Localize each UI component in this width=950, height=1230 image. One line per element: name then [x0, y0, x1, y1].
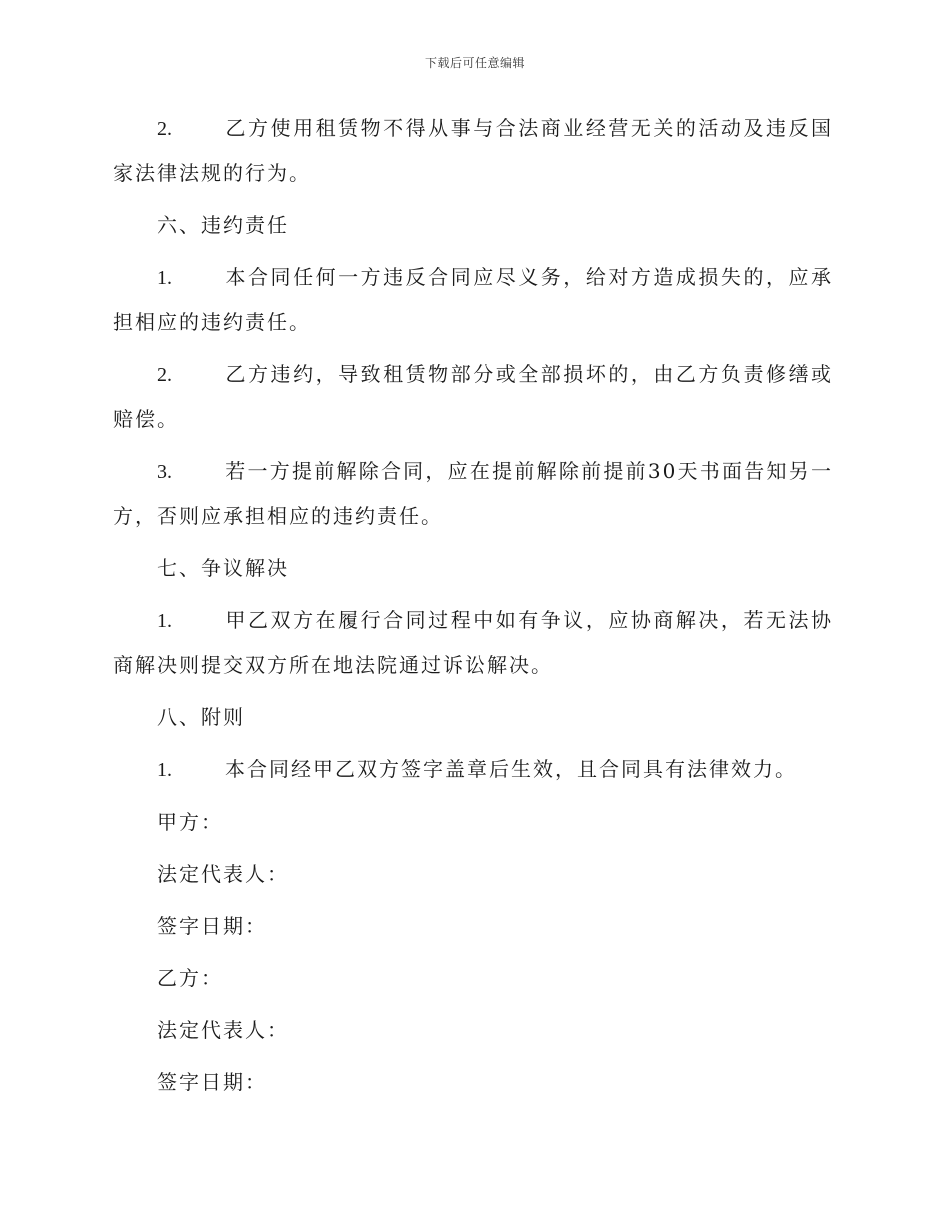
clause-text: 若一方提前解除合同，应在提前解除前提前30天书面告知另一方，否则应承担相应的违约责任。 — [113, 459, 833, 528]
section-heading-8: 八、附则 — [157, 705, 245, 729]
page-header: 下载后可任意编辑 — [424, 56, 525, 70]
clause-text: 本合同任何一方违反合同应尽义务，给对方造成损失的，应承担相应的违约责任。 — [113, 265, 833, 334]
clause-number: 2. — [157, 118, 172, 140]
signature-party-a: 甲方： — [157, 810, 223, 834]
section-heading-6: 六、违约责任 — [157, 213, 289, 237]
clause-text: 乙方使用租赁物不得从事与合法商业经营无关的活动及违反国家法律法规的行为。 — [113, 116, 833, 185]
clause-6-2 — [113, 352, 833, 441]
clause-6-1 — [113, 255, 833, 344]
clause-5-2 — [113, 106, 833, 195]
signature-party-b-date: 签字日期： — [157, 1070, 267, 1094]
clause-number: 1. — [157, 267, 172, 289]
clause-text: 乙方违约，导致租赁物部分或全部损坏的，由乙方负责修缮或赔偿。 — [113, 362, 833, 431]
clause-text: 甲乙双方在履行合同过程中如有争议，应协商解决，若无法协商解决则提交双方所在地法院通过诉讼解决。 — [113, 608, 833, 677]
section-heading-7: 七、争议解决 — [157, 556, 289, 580]
clause-number: 3. — [157, 461, 172, 483]
clause-number: 1. — [157, 759, 172, 781]
signature-party-a-representative: 法定代表人： — [157, 862, 289, 886]
clause-text: 本合同经甲乙双方签字盖章后生效，且合同具有法律效力。 — [225, 757, 797, 781]
clause-number: 1. — [157, 610, 172, 632]
clause-8-1 — [113, 747, 833, 792]
clause-number: 2. — [157, 364, 172, 386]
clause-7-1 — [113, 598, 833, 687]
signature-party-a-date: 签字日期： — [157, 914, 267, 938]
document-body — [113, 106, 833, 1112]
signature-party-b: 乙方： — [157, 966, 223, 990]
signature-party-b-representative: 法定代表人： — [157, 1018, 289, 1042]
clause-6-3 — [113, 449, 833, 538]
